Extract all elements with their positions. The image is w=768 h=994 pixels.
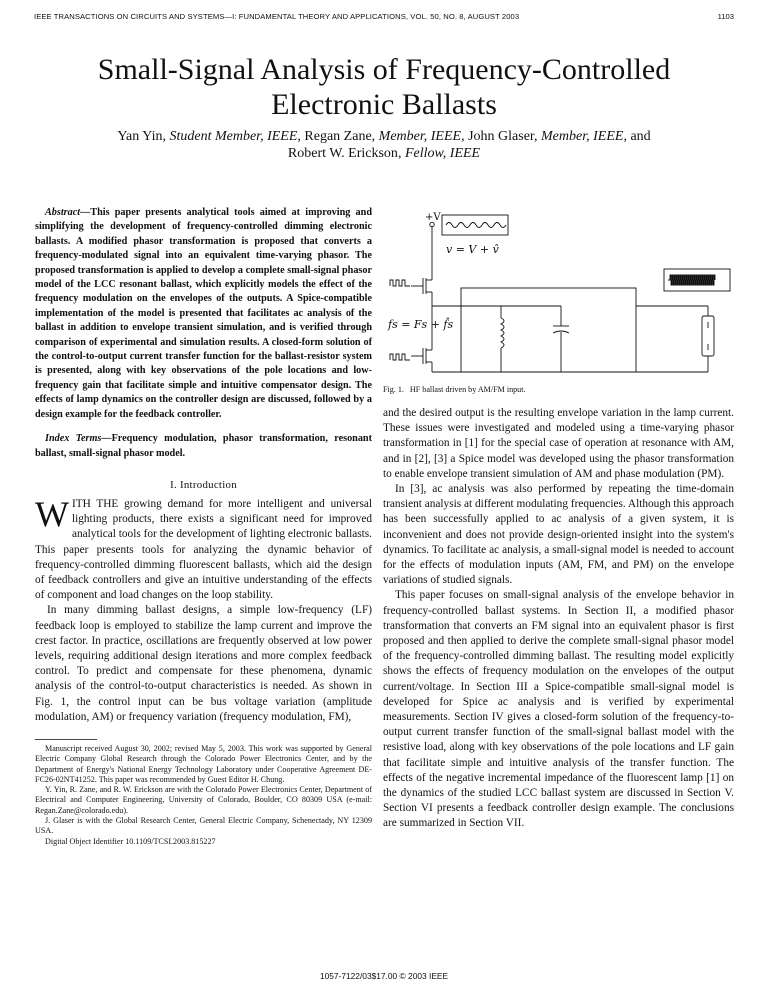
copyright-line: 1057-7122/03$17.00 © 2003 IEEE	[319, 971, 449, 981]
author-name: John Glaser	[468, 129, 535, 144]
footnote-manuscript: Manuscript received August 30, 2002; revised May 5, 2003. This work was supported by General Electric Company Global Research through the Colorado Power Electronics Center, and by the Department of Energy's National Energy Technology Laboratory under Cooperative Agreement DE-FC26-02NT41252. This paper was recommended by Guest Editor H. Chung.	[35, 743, 372, 784]
supply-label: +V	[425, 212, 441, 223]
section-heading-introduction: I. Introduction	[170, 478, 237, 491]
resonant-tank-box	[461, 288, 636, 372]
footnote-doi: Digital Object Identifier 10.1109/TCSI.2003.815227	[45, 836, 216, 846]
author-name: Yan Yin	[117, 129, 163, 144]
author-list: Yan Yin, Student Member, IEEE, Regan Zane, Member, IEEE, John Glaser, Member, IEEE, and Robert W. Erickson, Fellow, IEEE	[117, 129, 651, 161]
figure-1-caption: Fig. 1. HF ballast driven by AM/FM input.	[383, 385, 526, 394]
right-paragraph-2: In [3], ac analysis was also performed by repeating the time-domain transient analysis at different modulating frequencies. Although this approach has been successfully applied to ac analysis of a given system, it is inconvenient and does not provide design-oriented insight into the system's dynamics. To facilitate ac analysis, a small-signal model is needed to account for the effects of modulation inputs (AM, FM, and PM) on the envelope variations of studied signals.	[383, 483, 734, 587]
right-column	[383, 206, 734, 832]
running-head: IEEE TRANSACTIONS ON CIRCUITS AND SYSTEMS—I: FUNDAMENTAL THEORY AND APPLICATIONS, VOL. 50, NO. 8, AUGUST 2003	[34, 12, 520, 21]
page-number: 1103	[717, 12, 734, 21]
author-name: Robert W. Erickson	[287, 146, 398, 161]
index-terms-text: Frequency modulation, phasor transformation, resonant ballast, small-signal phasor model.	[35, 433, 372, 459]
ballast-circuit-diagram	[383, 206, 734, 376]
index-terms-label: Index Terms—	[45, 433, 112, 445]
footnote-affiliation-1: Y. Yin, R. Zane, and R. W. Erickson are with the Colorado Power Electronics Center, Department of Electrical and Computer Engineering, University of Colorado, Boulder, CO 80309 USA (e-mail: Regan.Zane@colorado.edu).	[35, 785, 372, 815]
am-waveform-icon	[446, 223, 506, 228]
frequency-equation: fs = Fs + f̂s	[388, 318, 454, 331]
figure-1-circuit	[383, 206, 734, 376]
right-paragraph-1: and the desired output is the resulting envelope variation in the lamp current. These issues were investigated and modeled using a time-varying phasor transformation in [1] for the special case of operation at resonance with AM, and in [2], [3] a Spice model was developed using the phasor transformation to enable envelope transient simulation of AM and phase modulation (PM).	[383, 407, 734, 480]
abstract-text: This paper presents analytical tools aimed at improving and simplifying the development of frequency-controlled dimming electronic ballasts. A modified phasor transformation is proposed that converts a frequency-modulated signal into an equivalent time-varying phasor. The proposed transformation is applied to develop a complete small-signal phasor model of the LCC resonant ballast, which explicitly models the effect of the frequency modulation on the envelopes of the outputs. A Spice-compatible implementation of the model is presented that facilitates ac analysis of the ballast in addition to envelope transient simulation, and is verified through comparison of experimental and simulation results. A closed-form solution of the control-to-output current transfer function for the ballast-resistor system is presented, along with key observations of the pole locations and low-frequency gain that facilitate simple and intuitive compensator design. The effects of lamp dynamics on the controller design are discussed, followed by a design example for the feedback controller.	[35, 207, 372, 420]
author-role: Member, IEEE	[541, 129, 624, 144]
author-role: Member, IEEE	[378, 129, 462, 144]
intro-paragraph-1: WITH THE growing demand for more intelligent and universal lighting products, there exists a significant need for improved analytical tools for the development of lighting electronic ballasts. This paper presents tools for analyzing the dynamic behavior of frequency-controlled dimming fluorescent ballasts, which aid the design of feedback controllers and give an intuitive understanding of the effects of component and load changes on the loop stability.	[35, 493, 372, 602]
author-role: Fellow, IEEE	[404, 146, 481, 161]
footnote-divider	[35, 739, 97, 740]
author-role: Student Member, IEEE	[169, 129, 298, 144]
inductor-icon	[501, 318, 504, 348]
drop-cap: W	[35, 493, 69, 534]
paper-title: Small-Signal Analysis of Frequency-Controlled Electronic Ballasts	[97, 53, 671, 121]
intro-paragraph-2: In many dimming ballast designs, a simple low-frequency (LF) feedback loop is employed to stabilize the lamp current and improve the crest factor. In practice, oscillations are frequently observed at low power levels, requiring additional design iterations and more complex feedback control. To predict and compensate for these phenomena, dynamic analysis of the control-to-output characteristics is needed. As shown in Fig. 1, the control input can be bus voltage variation (amplitude modulation, AM) or frequency variation (frequency modulation, FM),	[35, 604, 372, 723]
envelope-waveform-icon	[668, 275, 715, 285]
footnote-affiliation-2: J. Glaser is with the Global Research Center, General Electric Company, Schenectady, NY 12309 USA.	[35, 816, 372, 836]
voltage-equation: v = V + v̂	[446, 243, 499, 256]
left-column	[35, 206, 372, 847]
index-terms	[35, 432, 372, 461]
abstract-label: Abstract—	[45, 207, 91, 218]
author-name: Regan Zane	[304, 129, 372, 144]
right-paragraph-3: This paper focuses on small-signal analysis of the envelope behavior in frequency-controlled ballast systems. In Section II, a modified phasor transformation that converts an FM signal into an equivalent phasor is first proposed and then applied to derive the complete small-signal phasor model of the frequency-controlled dimming ballast. The resulting model explicitly shows the effects of frequency modulation on the envelopes of the output current/voltage. In Section III a Spice-compatible small-signal model is developed for Spice ac analysis and is verified by experimental measurements. Section IV gives a closed-form solution of the frequency-to-output current transfer function of the small-signal ballast model with the resistive load, along with key observations of the pole locations and LF gain that facilitate simple and intuitive analysis of the transfer function. The effects of the negative incremental impedance of the fluorescent lamp [1] on the dynamics of the studied LCC ballast system are discussed in Section V. Section VI presents a feedback controller design example. The conclusions are summarized in Section VII.	[383, 589, 734, 830]
gate-pulse-lower-icon	[390, 354, 410, 360]
gate-pulse-upper-icon	[390, 280, 410, 286]
abstract	[35, 206, 372, 422]
